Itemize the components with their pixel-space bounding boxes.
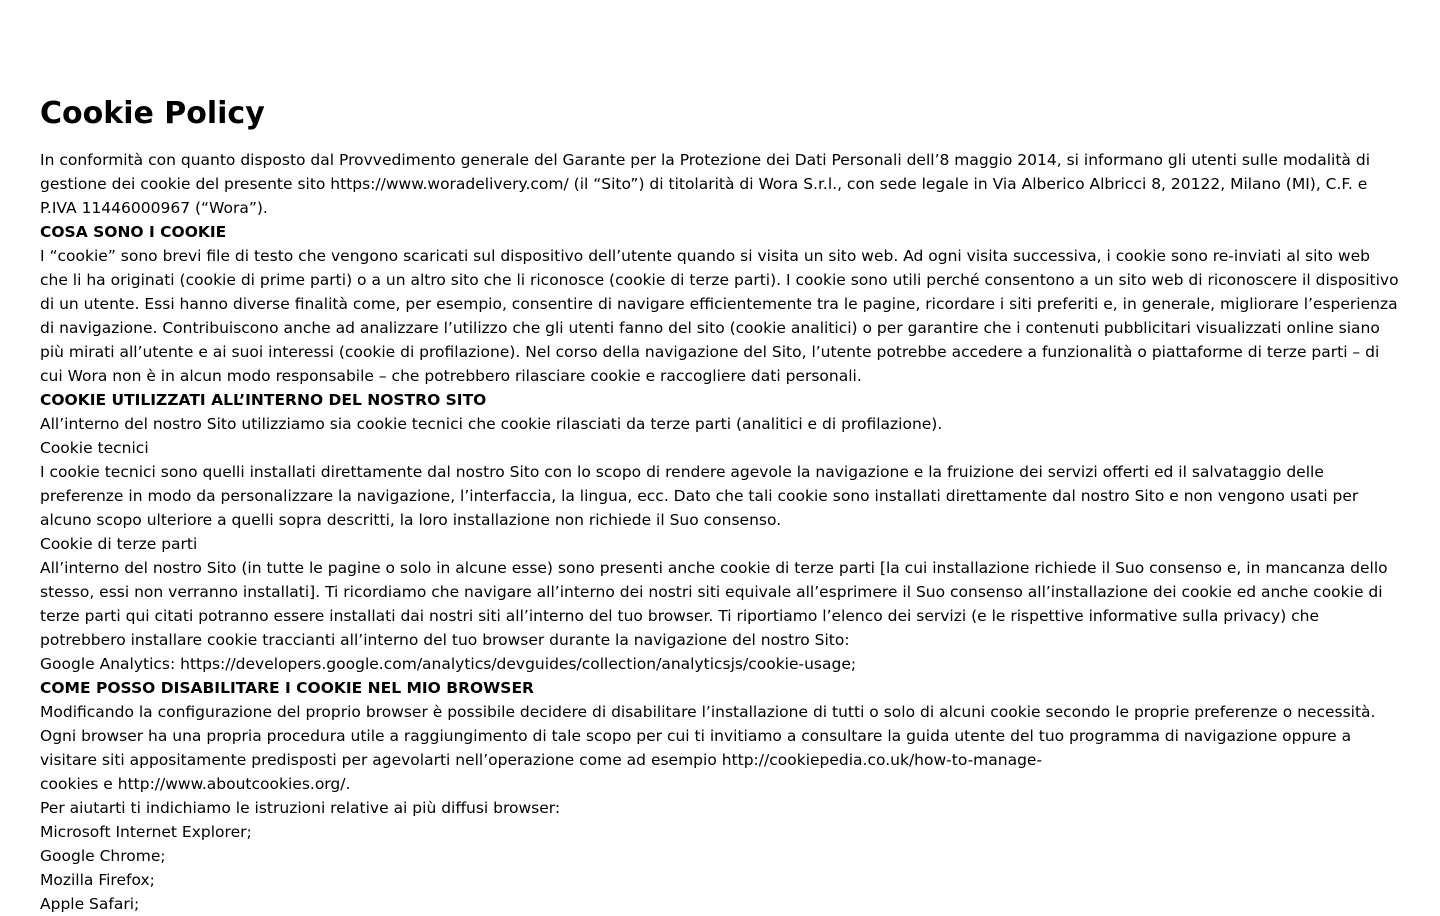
browser-item-ie: Microsoft Internet Explorer; xyxy=(40,823,252,841)
intro-paragraph: In conformità con quanto disposto dal Provvedimento generale del Garante per la Protezione dei Dati Personali dell’8 maggio 2014, si informano gli utenti sulle modalità di gestione dei cookie del presente sito https://www.woradelivery.com/ (il “Sito”) di titolarità di Wora S.r.l., con sede legale in Via Alberico Albricci 8, 20122, Milano (MI), C.F. e P.IVA 11446000967 (“Wora”). xyxy=(40,151,1371,217)
cookie-policy-page xyxy=(40,94,1400,916)
browser-item-safari: Apple Safari; xyxy=(40,895,140,913)
browser-item-firefox: Mozilla Firefox; xyxy=(40,871,155,889)
section-heading-disable-cookies: COME POSSO DISABILITARE I COOKIE NEL MIO BROWSER xyxy=(40,679,534,697)
section-heading-cookies-used: COOKIE UTILIZZATI ALL’INTERNO DEL NOSTRO SITO xyxy=(40,391,487,409)
third-party-cookies-title: Cookie di terze parti xyxy=(40,535,198,553)
disable-cookies-text-2: cookies e http://www.aboutcookies.org/. xyxy=(40,775,351,793)
disable-cookies-text-1: Modificando la configurazione del proprio browser è possibile decidere di disabilitare l’installazione di tutti o solo di alcuni cookie secondo le proprie preferenze o necessità. Ogni browser ha una propria procedura utile a raggiungimento di tale scopo per cui ti invitiamo a consultare la guida utente del tuo programma di navigazione oppure a visitare siti appositamente predisposti per agevolarti nell’operazione come ad esempio http://cookiepedia.co.uk/how-to-manage- xyxy=(40,703,1376,769)
browsers-intro: Per aiutarti ti indichiamo le istruzioni relative ai più diffusi browser: xyxy=(40,799,561,817)
cookies-used-paragraph: All’interno del nostro Sito utilizziamo sia cookie tecnici che cookie rilasciati da terze parti (analitici e di profilazione). xyxy=(40,415,943,433)
google-analytics-line: Google Analytics: https://developers.google.com/analytics/devguides/collection/analyticsjs/cookie-usage; xyxy=(40,655,857,673)
page-title: Cookie Policy xyxy=(40,96,265,131)
policy-content xyxy=(40,148,1400,916)
technical-cookies-paragraph: I cookie tecnici sono quelli installati direttamente dal nostro Sito con lo scopo di rendere agevole la navigazione e la fruizione dei servizi offerti ed il salvataggio delle preferenze in modo da personalizzare la navigazione, l’interfaccia, la lingua, ecc. Dato che tali cookie sono installati direttamente dal nostro Sito e non vengono usati per alcuno scopo ulteriore a quelli sopra descritti, la loro installazione non richiede il Suo consenso. xyxy=(40,463,1359,529)
section-heading-what-are-cookies: COSA SONO I COOKIE xyxy=(40,223,227,241)
technical-cookies-title: Cookie tecnici xyxy=(40,439,149,457)
third-party-cookies-paragraph: All’interno del nostro Sito (in tutte le pagine o solo in alcune esse) sono presenti anche cookie di terze parti [la cui installazione richiede il Suo consenso e, in mancanza dello stesso, essi non verranno installati]. Ti ricordiamo che navigare all’interno dei nostri siti equivale all’esprimere il Suo consenso all’installazione dei cookie ed anche cookie di terze parti qui citati potranno essere installati dai nostri siti all’interno del tuo browser. Ti riportiamo l’elenco dei servizi (e le rispettive informative sulla privacy) che potrebbero installare cookie traccianti all’interno del tuo browser durante la navigazione del nostro Sito: xyxy=(40,559,1388,649)
browser-item-chrome: Google Chrome; xyxy=(40,847,166,865)
what-are-cookies-paragraph: I “cookie” sono brevi file di testo che vengono scaricati sul dispositivo dell’utente quando si visita un sito web. Ad ogni visita successiva, i cookie sono re-inviati al sito web che li ha originati (cookie di prime parti) o a un altro sito che li riconosce (cookie di terze parti). I cookie sono utili perché consentono a un sito web di riconoscere il dispositivo di un utente. Essi hanno diverse finalità come, per esempio, consentire di navigare efficientemente tra le pagine, ricordare i siti preferiti e, in generale, migliorare l’esperienza di navigazione. Contribuiscono anche ad analizzare l’utilizzo che gli utenti fanno del sito (cookie analitici) o per garantire che i contenuti pubblicitari visualizzati online siano più mirati all’utente e ai suoi interessi (cookie di profilazione). Nel corso della navigazione del Sito, l’utente potrebbe accedere a funzionalità o piattaforme di terze parti – di cui Wora non è in alcun modo responsabile – che potrebbero rilasciare cookie e raccogliere dati personali. xyxy=(40,247,1399,385)
disable-cookies-paragraph xyxy=(40,700,1400,796)
